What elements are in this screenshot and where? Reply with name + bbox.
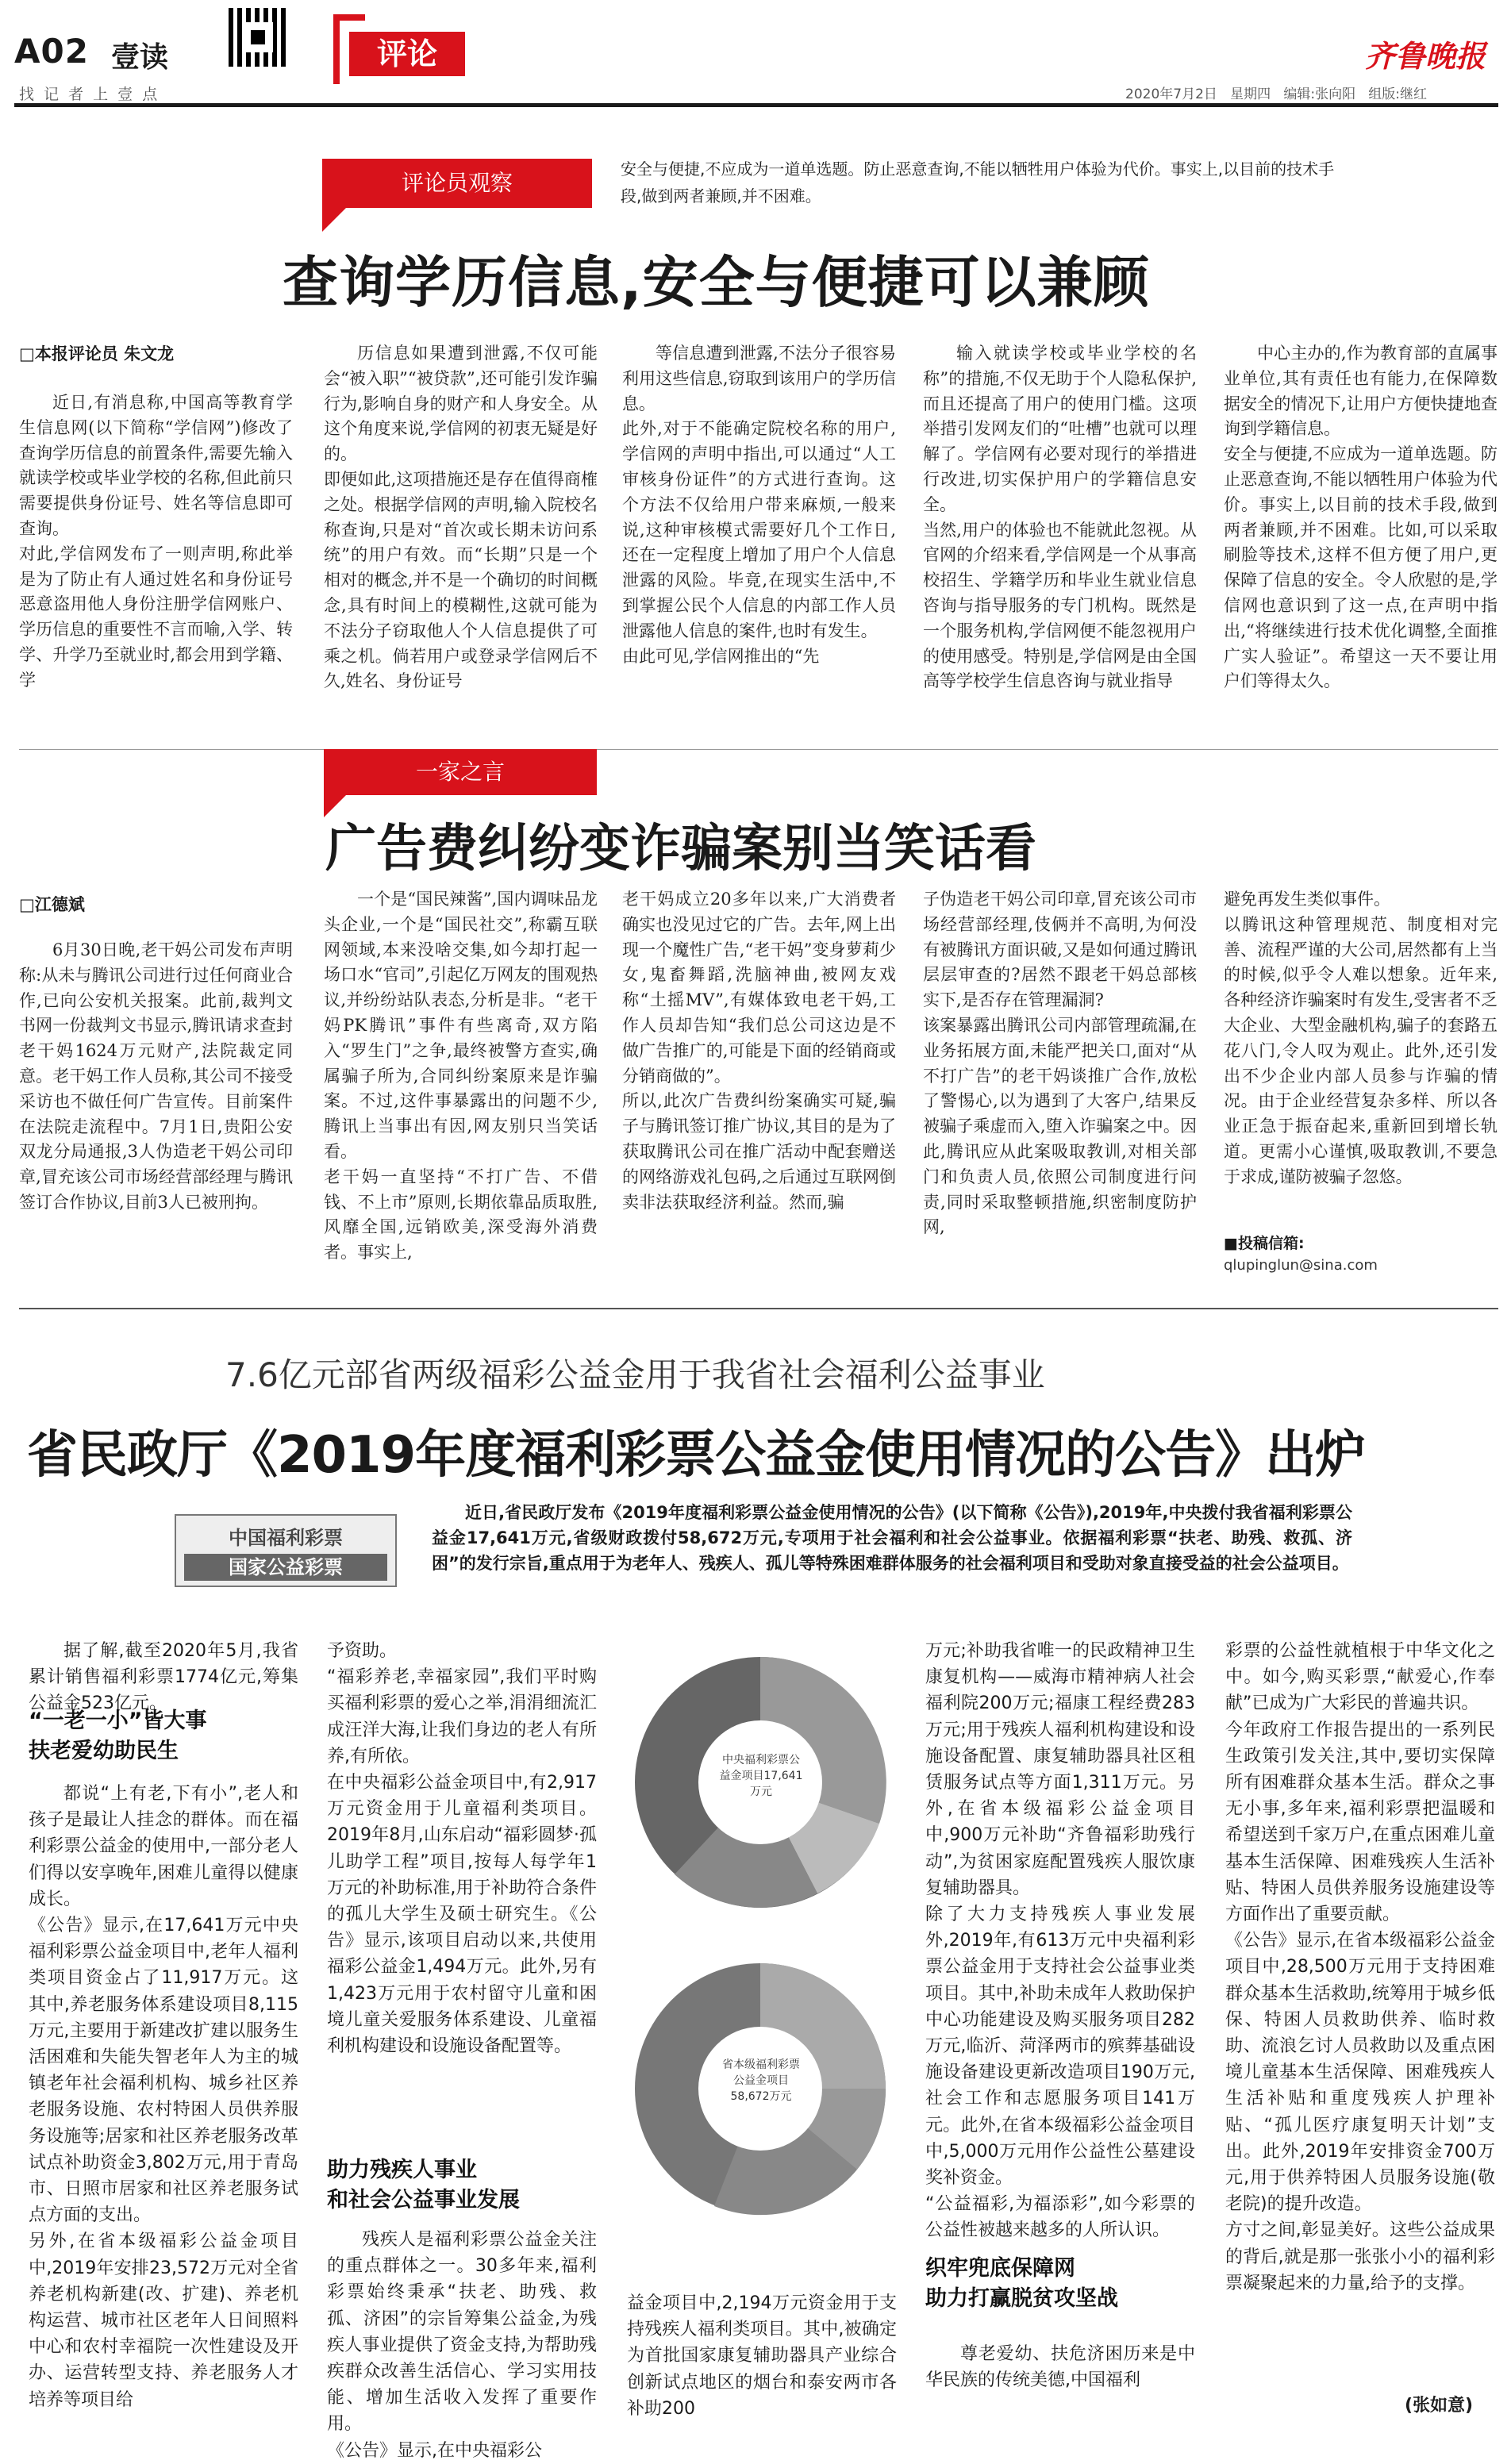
- tip-label: ■投稿信箱:: [1224, 1235, 1305, 1252]
- article2-col2: 一个是“国民辣酱”,国内调味品龙头企业,一个是“国民社交”,称霸互联网领域,本来没啥交集,如今却打起一场口水“官司”,引起亿万网友的围观热议,并纷纷站队表态,分析是非。“老干妈PK腾讯”事件有些离奇,双方陷入“罗生门”之争,最终被警方查实,确属骗子所为,合同纠纷案原来是诈骗案。不过,这件事暴露出的问题不少,腾讯上当事出有因,网友别只当笑话看。 老干妈一直坚持“不打广告、不借钱、不上市”原则,长期依靠品质取胜,风靡全国,远销欧美,深受海外消费者。事实上,: [324, 890, 598, 1263]
- section-tag: 壹读: [111, 41, 169, 74]
- header-rule: [14, 103, 1498, 107]
- article2-bottom-rule: [19, 1308, 1498, 1309]
- article1-headline: 查询学历信息,安全与便捷可以兼顾: [283, 250, 1150, 315]
- article1-col2: 历信息如果遭到泄露,不仅可能会“被入职”“被贷款”,还可能引发诈骗行为,影响自身的财产和人身安全。从这个角度来说,学信网的初衷无疑是好的。 即便如此,这项措施还是存在值得商榷之处。根据学信网的声明,输入院校名称查询,只是对“首次或长期未访问系统”的用户有效。而“长期”只是一个相对的概念,并不是一个确切的时间概念,具有时间上的模糊性,这就可能为不法分子窃取他人个人信息提供了可乘之机。倘若用户或登录学信网后不久,姓名、身份证号: [324, 344, 598, 691]
- subhead-2: 助力残疾人事业 和社会公益事业发展: [327, 2158, 520, 2212]
- article2-headline: 广告费纠纷变诈骗案别当笑话看: [325, 820, 1036, 878]
- article1-col4: 输入就读学校或毕业学校的名称”的措施,不仅无助于个人隐私保护,而且还提高了用户的使用门槛。这项举措引发网友们的“吐槽”也就可以理解了。学信网有必要对现行的举措进行改进,切实保护用户的学籍信息安全。 当然,用户的体验也不能就此忽视。从官网的介绍来看,学信网是一个从事高校招生、学籍学历和毕业生就业信息咨询与指导服务的专门机构。既然是一个服务机构,学信网便不能忽视用户的使用感受。特别是,学信网是由全国高等学校学生信息咨询与就业指导: [923, 344, 1197, 691]
- article2-col5: 避免再发生类似事件。 以腾讯这种管理规范、制度相对完善、流程严谨的大公司,居然都有上当的时候,似乎令人难以想象。近年来,各种经济诈骗案时有发生,受害者不乏大企业、大型金融机构,骗子的套路五花八门,令人叹为观止。此外,还引发出不少企业内部人员参与诈骗的情况。由于企业经营复杂多样、所以各业正急于振奋起来,重新回到增长轨道。更需小心谨慎,吸取教训,不要急于求成,谨防被骗子忽悠。: [1224, 890, 1498, 1186]
- pie-chart-graphic: [627, 1639, 905, 2266]
- editor: 编辑:张向阳: [1283, 86, 1356, 102]
- lottery-logo-line2: 国家公益彩票: [184, 1554, 387, 1581]
- pie2-center-label: 省本级福利彩票公益金项目58,672万元: [722, 2058, 800, 2103]
- qr-dot: [251, 30, 265, 44]
- designer: 组版:继红: [1368, 86, 1428, 102]
- article3-col4a: 万元;补助我省唯一的民政精神卫生康复机构——威海市精神病人社会福利院200万元;福康工程经费283万元;用于残疾人福利机构建设和设施设备配置、康复辅助器具社区租赁服务试点等方面1,311万元。另外,在省本级福彩公益金项目中,900万元补助“齐鲁福彩助残行动”,为贫困家庭配置残疾人服饮康复辅助器具。 除了大力支持残疾人事业发展外,2019年,有613万元中央福利彩票公益金用于支持社会公益事业类项目。其中,补助未成年人救助保护中心功能建设及购买服务项目282万元,临沂、菏泽两市的殡葬基础设施设备建设更新改造项目190万元,社会工作和志愿服务项目141万元。此外,在省本级福彩公益金项目中,5,000万元用作公益性公墓建设奖补资金。 “公益福彩,为福添彩”,如今彩票的公益性被越来越多的人所认识。: [925, 1641, 1195, 2241]
- page-number: A02: [14, 32, 89, 71]
- lottery-logo-line1: 中国福利彩票: [229, 1527, 343, 1549]
- kicker-tag-1: 评论员观察: [322, 159, 592, 208]
- lottery-logo: [175, 1514, 397, 1587]
- weekday: 星期四: [1230, 86, 1271, 102]
- article1-deck: 安全与便捷,不应成为一道单选题。防止恶意查询,不能以牺牲用户体验为代价。事实上,以目前的技术手段,做到两者兼顾,并不困难。: [621, 160, 1335, 206]
- article3-intro: 近日,省民政厅发布《2019年度福利彩票公益金使用情况的公告》(以下简称《公告》),2019年,中央拨付我省福利彩票公益金17,641万元,省级财政拨付58,672万元,专项用于社会福利和社会公益事业。依据福利彩票“扶老、助残、救孤、济困”的发行宗旨,重点用于为老年人、残疾人、孤儿等特殊困难群体服务的社会福利项目和受助对象直接受益的社会公益项目。: [432, 1503, 1352, 1573]
- article3-col2a: 予资助。 “福彩养老,幸福家园”,我们平时购买福利彩票的爱心之举,涓涓细流汇成汪洋大海,让我们身边的老人有所养,有所依。 在中央福彩公益金项目中,有2,917万元资金用于儿童福利类项目。2019年8月,山东启动“福彩圆梦·孤儿助学工程”项目,按每人每学年1万元的补助标准,用于补助符合条件的孤儿大学生及硕士研究生。《公告》显示,该项目启动以来,共使用福彩公益金1,494万元。此外,另有1,423万元用于农村留守儿童和困境儿童关爱服务体系建设、儿童福利机构建设和设施设备配置等。: [327, 1641, 597, 2057]
- header-subline: 找 记 者 上 壹 点: [19, 86, 160, 103]
- newspaper-logo: 齐鲁晚报: [1365, 38, 1486, 74]
- article3-col1a: 据了解,截至2020年5月,我省累计销售福利彩票1774亿元,筹集公益金523亿元。: [29, 1641, 298, 1714]
- article1-byline: □本报评论员 朱文龙: [19, 344, 175, 363]
- article3-headline: 省民政厅《2019年度福利彩票公益金使用情况的公告》出炉: [27, 1426, 1366, 1485]
- article2-col4: 子伪造老干妈公司印章,冒充该公司市场经营部经理,伎俩并不高明,为何没有被腾讯方面识破,又是如何通过腾讯层层审查的?居然不跟老干妈总部核实下,是否存在管理漏洞? 该案暴露出腾讯公司内部管理疏漏,在业务拓展方面,未能严把关口,面对“从不打广告”的老干妈谈推广合作,放松了警惕心,以为遇到了大客户,结果反被骗子乘虚而入,堕入诈骗案之中。因此,腾讯应从此案吸取教训,对相关部门和负责人员,依照公司制度进行问责,同时采取整顿措施,织密制度防护网,: [923, 890, 1197, 1237]
- subhead-1: “一老一小”皆大事 扶老爱幼助民生: [29, 1709, 207, 1763]
- article2-col3: 老干妈成立20多年以来,广大消费者确实也没见过它的广告。去年,网上出现一个魔性广告,“老干妈”变身萝莉少女,鬼畜舞蹈,洗脑神曲,被网友戏称“土摇MV”,有媒体致电老干妈,工作人员却告知“我们总公司这边是不做广告推广的,可能是下面的经销商或分销商做的”。 所以,此次广告费纠纷案确实可疑,骗子与腾讯签订推广协议,其目的是为了获取腾讯公司在推广活动中配套赠送的网络游戏礼包码,之后通过互联网倒卖非法获取经济利益。然而,骗: [622, 890, 896, 1212]
- article3-col4b: 尊老爱幼、扶危济困历来是中华民族的传统美德,中国福利: [925, 2344, 1195, 2391]
- article2-byline: □江德斌: [19, 895, 85, 914]
- subhead-3: 织牢兜底保障网 助力打赢脱贫攻坚战: [925, 2256, 1118, 2311]
- article3-subtitle: 7.6亿元部省两级福彩公益金用于我省社会福利公益事业: [225, 1355, 1045, 1394]
- kicker-tag-2: 一家之言: [324, 749, 597, 795]
- article1-bottom-rule: [19, 749, 1498, 750]
- tip-email[interactable]: qlupinglun@sina.com: [1224, 1257, 1378, 1274]
- date: 2020年7月2日: [1125, 86, 1217, 102]
- article2-col1: 6月30日晚,老干妈公司发布声明称:从未与腾讯公司进行过任何商业合作,已向公安机关报案。此前,裁判文书网一份裁判文书显示,腾讯请求查封老干妈1624万元财产,法院裁定同意。老干妈工作人员称,其公司不接受采访也不做任何广告宣传。目前案件在法院走流程中。7月1日,贵阳公安双龙分局通报,3人伪造老干妈公司印章,冒充该公司市场经营部经理与腾讯签订合作协议,目前3人已被刑拘。: [19, 940, 293, 1212]
- article3-byline: (张如意): [1405, 2396, 1474, 2416]
- article3-col3-bottom: 益金项目中,2,194万元资金用于支持残疾人福利类项目。其中,被确定为首批国家康复辅助器具产业综合创新试点地区的烟台和泰安两市各补助200: [627, 2293, 897, 2419]
- header-red-bracket-top: [333, 14, 365, 21]
- article3-col5: 彩票的公益性就植根于中华文化之中。如今,购买彩票,“献爱心,作奉献”已成为广大彩民的普遍共识。 今年政府工作报告提出的一系列民生政策引发关注,其中,要切实保障所有困难群众基本生活。群众之事无小事,多年来,福利彩票把温暖和希望送到千家万户,在重点困难儿童基本生活保障、困难残疾人生活补贴、特困人员供养服务设施建设等方面作出了重要贡献。 《公告》显示,在省本级福彩公益金项目中,28,500万元用于支持困难群众基本生活救助,统筹用于城乡低保、特困人员救助供养、临时救助、流浪乞讨人员救助以及重点困境儿童基本生活保障、困难残疾人生活补贴和重度残疾人护理补贴、“孤儿医疗康复明天计划”支出。此外,2019年安排资金700万元,用于供养特困人员服务设施(敬老院)的提升改造。 方寸之间,彰显美好。这些公益成果的背后,就是那一张张小小的福利彩票凝聚起来的力量,给予的支撑。: [1225, 1641, 1495, 2293]
- article1-col3: 等信息遭到泄露,不法分子很容易利用这些信息,窃取到该用户的学历信息。 此外,对于不能确定院校名称的用户,学信网的声明中指出,可以通过“人工审核身份证件”的方式进行查询。这个方法不仅给用户带来麻烦,一般来说,这种审核模式需要好几个工作日,还在一定程度上增加了用户个人信息泄露的风险。毕竟,在现实生活中,不到掌握公民个人信息的内部工作人员泄露他人信息的案件,也时有发生。 由此可见,学信网推出的“先: [622, 344, 896, 666]
- pie1-center-label: 中央福利彩票公益金项目17,641万元: [719, 1754, 803, 1798]
- article1-col5: 中心主办的,作为教育部的直属事业单位,其有责任也有能力,在保障数据安全的情况下,让用户方便快捷地查询到学籍信息。 安全与便捷,不应成为一道单选题。防止恶意查询,不能以牺牲用户体验为代价。事实上,以目前的技术手段,做到两者兼顾,并不困难。比如,可以采取刷脸等技术,这样不但方便了用户,更保障了信息的安全。令人欣慰的是,学信网也意识到了这一点,在声明中指出,“将继续进行技术优化调整,全面推广实人验证”。希望这一天不要让用户们等得太久。: [1224, 344, 1498, 691]
- article3-col2b: 残疾人是福利彩票公益金关注的重点群体之一。30多年来,福利彩票始终秉承“扶老、助残、救孤、济困”的宗旨筹集公益金,为残疾人事业提供了资金支持,为帮助残疾群众改善生活信心、学习实用技能、增加生活收入发挥了重要作用。 《公告》显示,在中央福彩公: [327, 2230, 597, 2461]
- column-tag: 评论: [349, 32, 465, 76]
- header-date-line: [1125, 83, 1427, 102]
- kicker-tag-1-tail: [322, 208, 346, 232]
- header-red-bracket: [333, 14, 340, 84]
- article1-col1: 近日,有消息称,中国高等教育学生信息网(以下简称“学信网”)修改了查询学历信息的前置条件,需要先输入就读学校或毕业学校的名称,但此前只需要提供身份证号、姓名等信息即可查询。 对此,学信网发布了一则声明,称此举是为了防止有人通过姓名和身份证号恶意盗用他人身份注册学信网账户、学历信息的重要性不言而喻,入学、转学、升学乃至就业时,都会用到学籍、学: [19, 393, 293, 690]
- article3-col1b: 都说“上有老,下有小”,老人和孩子是最让人挂念的群体。而在福利彩票公益金的使用中,一部分老人们得以安享晚年,困难儿童得以健康成长。 《公告》显示,在17,641万元中央福利彩票公益金项目中,老年人福利类项目资金占了11,917万元。这其中,养老服务体系建设项目8,115万元,主要用于新建改扩建以服务生活困难和失能失智老年人为主的城镇老年社会福利机构、城乡社区养老服务设施、农村特困人员供养服务设施等;居家和社区养老服务改革试点补助资金3,802万元,用于青岛市、日照市居家和社区养老服务试点方面的支出。 另外,在省本级福彩公益金项目中,2019年安排23,572万元对全省养老机构新建(改、扩建)、养老机构运营、城市社区老年人日间照料中心和农村幸福院一次性建设及开办、运营转型支持、养老服务人才培养等项目给: [29, 1784, 298, 2410]
